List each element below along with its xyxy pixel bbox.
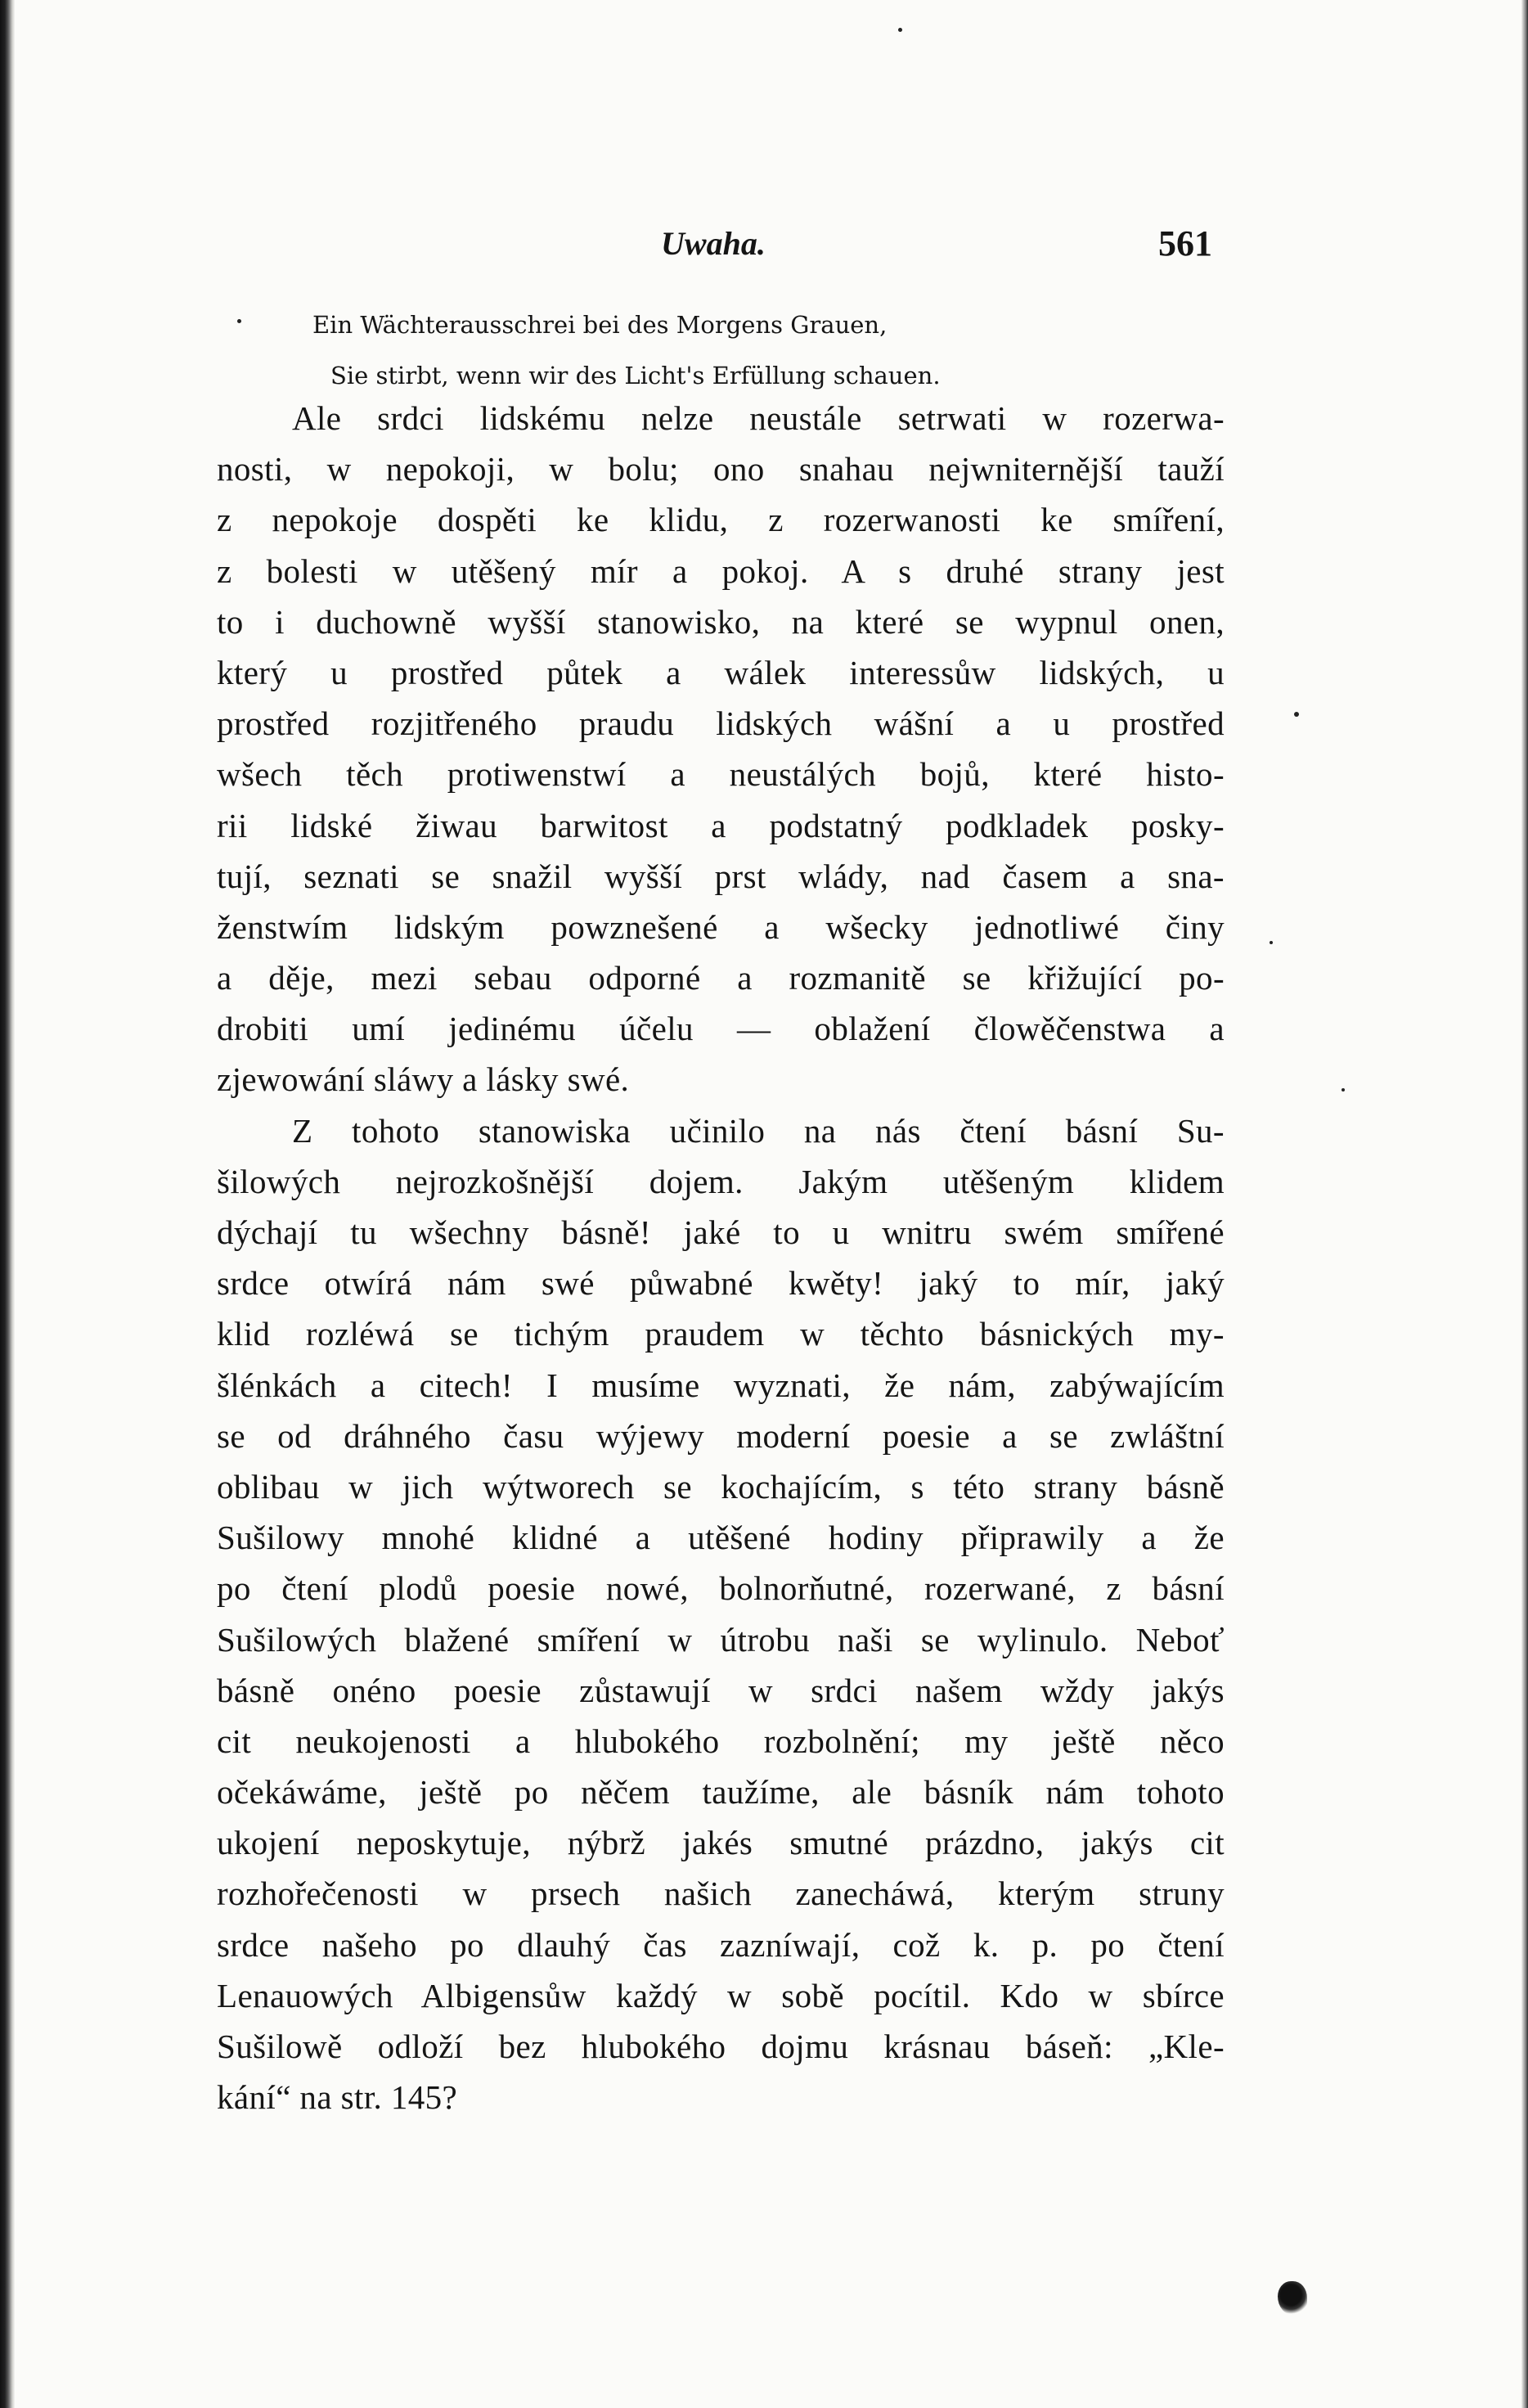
quote-line: Ein Wächterausschrei bei des Morgens Grauen,	[312, 311, 888, 339]
text-line: ženstwím lidským powznešené a wšecky jednotliwé činy	[217, 907, 1225, 946]
page-right-edge	[1521, 0, 1528, 2408]
text-line: se od dráhného času wýjewy moderní poesie a se zwláštní	[217, 1416, 1225, 1455]
text-line: dýchají tu wšechny básně! jaké to u wnitru swém smířené	[217, 1213, 1225, 1251]
text-line: rozhořečenosti w prsech našich zanecháwá, kterým struny	[217, 1875, 1225, 1913]
ink-speck	[1341, 1088, 1345, 1091]
text-line: kání“ na str. 145?	[217, 2078, 458, 2117]
text-line: zjewowání sláwy a lásky swé.	[217, 1060, 630, 1099]
ink-speck	[1270, 941, 1273, 944]
text-line: šlénkách a citech! I musíme wyznati, že nám, zabýwajícím	[217, 1366, 1225, 1404]
text-line: Sušilowě odloží bez hlubokého dojmu krásnau báseň: „Kle-	[217, 2028, 1225, 2065]
text-line: šilowých nejrozkošnější dojem. Jakým utěšeným klidem	[217, 1162, 1225, 1200]
paragraph	[217, 393, 1225, 1105]
text-line: tují, seznati se snažil wyšší prst wlády, nad časem a sna-	[217, 857, 1225, 895]
text-line: drobiti umí jedinému účelu — oblažení člowěčenstwa a	[217, 1010, 1225, 1048]
text-line: z bolesti w utěšený mír a pokoj. A s druhé strany jest	[217, 551, 1225, 590]
text-line: z nepokoje dospěti ke klidu, z rozerwanosti ke smíření,	[217, 501, 1225, 539]
german-quote	[312, 299, 1098, 401]
text-line: cit neukojenosti a hlubokého rozbolnění; my ještě něco	[217, 1722, 1225, 1760]
text-line: oblibau w jich wýtworech se kochajícím, s této strany básně	[217, 1467, 1225, 1506]
ink-blot	[1278, 2281, 1307, 2316]
page-left-edge	[0, 0, 15, 2408]
text-line: wšech těch protiwenstwí a neustálých bojů, které histo-	[217, 755, 1225, 794]
text-line: Lenauowých Albigensůw každý w sobě pocítil. Kdo w sbírce	[217, 1976, 1225, 2014]
text-line: Z tohoto stanowiska učinilo na nás čtení básní Su-	[292, 1111, 1225, 1150]
ink-speck	[1294, 712, 1299, 717]
text-line: rii lidské žiwau barwitost a podstatný podkladek posky-	[217, 806, 1225, 844]
text-line: klid rozléwá se tichým praudem w těchto básnických my-	[217, 1315, 1225, 1353]
page-number: 561	[1158, 223, 1212, 263]
text-line: po čtení plodů poesie nowé, bolnorňutné, rozerwané, z básní	[217, 1569, 1225, 1608]
text-line: nosti, w nepokoji, w bolu; ono snahau nejwniternější tauží	[217, 450, 1225, 488]
running-head: Uwaha.	[661, 225, 766, 262]
text-line: Sušilowy mnohé klidné a utěšené hodiny připrawily a že	[217, 1519, 1225, 1557]
text-line: Ale srdci lidskému nelze neustále setrwati w rozerwa-	[292, 399, 1225, 437]
text-line: to i duchowně wyšší stanowisko, na které se wypnul onen,	[217, 602, 1225, 641]
text-line: prostřed rozjitřeného praudu lidských wášní a u prostřed	[217, 704, 1225, 743]
ink-speck	[237, 319, 241, 323]
quote-line: Sie stirbt, wenn wir des Licht's Erfüllung schauen.	[330, 362, 941, 389]
text-line: srdce našeho po dlauhý čas zazníwají, což k. p. po čtení	[217, 1925, 1225, 1964]
text-line: očekáwáme, ještě po něčem taužíme, ale básník nám tohoto	[217, 1773, 1225, 1812]
text-line: Sušilowých blažené smíření w útrobu naši se wylinulo. Neboť	[217, 1620, 1225, 1659]
text-line: básně onéno poesie zůstawují w srdci našem wždy jakýs	[217, 1671, 1225, 1709]
body-text	[217, 393, 1225, 2122]
text-line: srdce otwírá nám swé půwabné kwěty! jaký to mír, jaký	[217, 1264, 1225, 1303]
paragraph	[217, 1105, 1225, 2123]
page-header	[219, 219, 1216, 268]
ink-speck	[898, 28, 902, 32]
text-line: a děje, mezi sebau odporné a rozmanitě se křižující po-	[217, 959, 1225, 997]
text-line: který u prostřed půtek a wálek interessůw lidských, u	[217, 653, 1225, 691]
text-line: ukojení neposkytuje, nýbrž jakés smutné prázdno, jakýs cit	[217, 1824, 1225, 1862]
